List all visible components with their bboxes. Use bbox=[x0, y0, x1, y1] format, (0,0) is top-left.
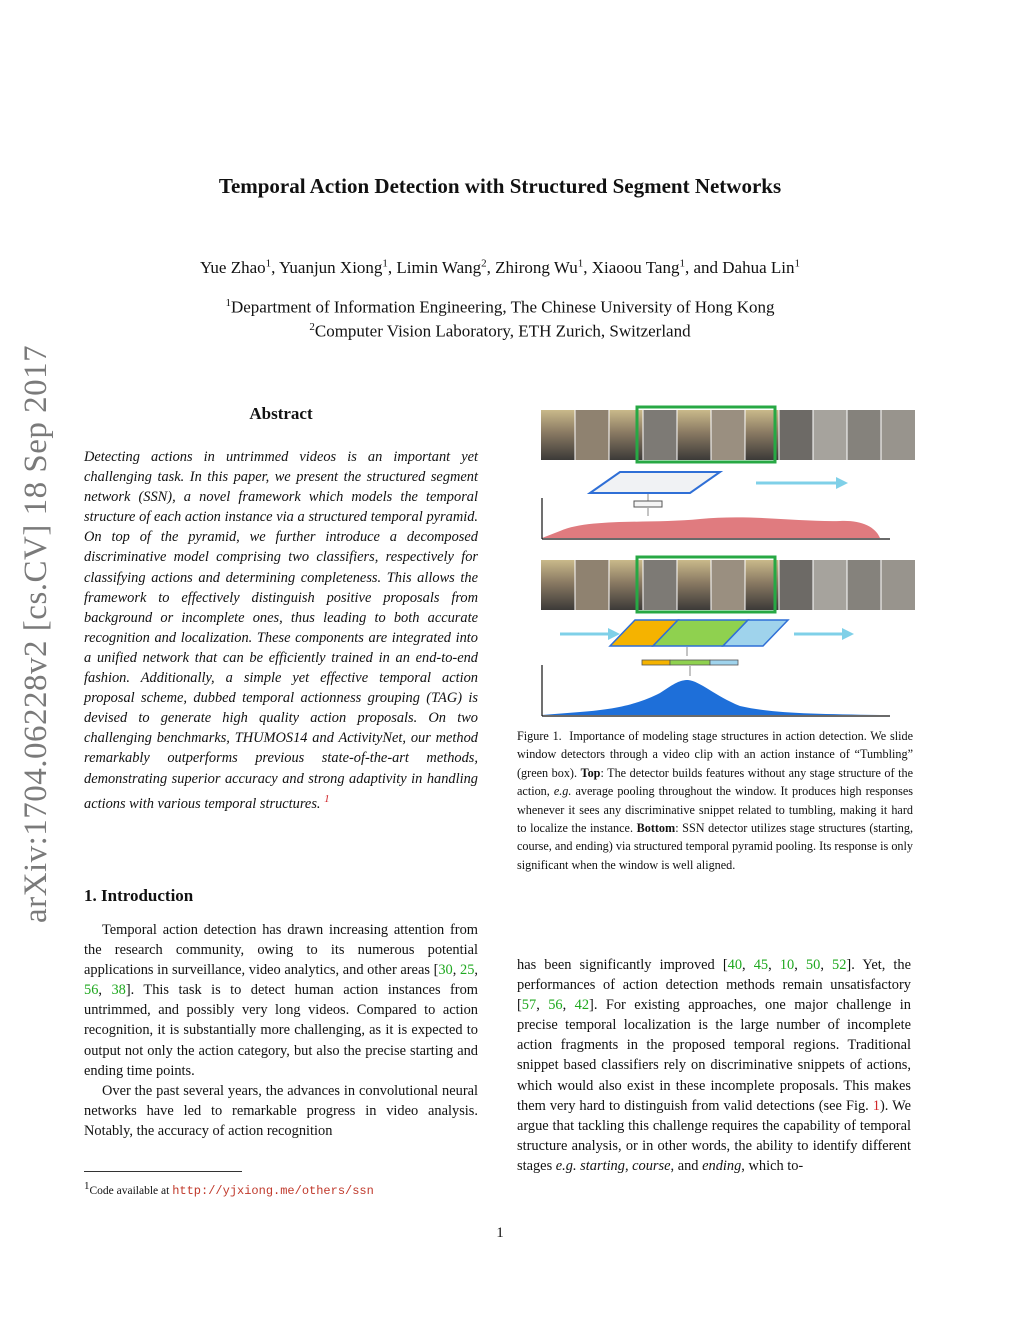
pooled-feature-course bbox=[670, 660, 710, 665]
pooled-feature-top bbox=[634, 501, 662, 507]
intro-paragraph-3: has been significantly improved [40, 45, 10, 50, 52]. Yet, the performances of action detection methods remain unsatisfactory [57, 56, 42]. For existing approaches, one major challenge in precise temporal localization is the large number of incomplete action fragments in the proposed temporal regions. Traditional snippet based classifiers rely on discriminative snippets of actions, which would also exist in these incomplete proposals. This makes them very hard to distinguish from valid detections (see Fig. 1). We argue that tackling this challenge requires the capability of temporal structure analysis, or in other words, the ability to identify different stages e.g. starting, course, and ending, which to- bbox=[517, 957, 911, 1174]
citation[interactable]: 56 bbox=[84, 982, 99, 999]
citation[interactable]: 25 bbox=[460, 962, 475, 979]
citation[interactable]: 52 bbox=[832, 957, 847, 973]
citation[interactable]: 56 bbox=[548, 997, 563, 1014]
intro-left-column bbox=[84, 920, 478, 1141]
footnote-divider bbox=[84, 1171, 242, 1172]
footnote-marker[interactable]: 1 bbox=[324, 792, 330, 805]
affiliation-2: $^2$Computer Vision Laboratory, ETH Zurich, Switzerland bbox=[309, 321, 691, 341]
affiliation-1: $^1$Department of Information Engineering, The Chinese University of Hong Kong bbox=[225, 297, 775, 317]
intro-paragraph-1: Temporal action detection has drawn increasing attention from the research community, owing to its numerous potential applications in surveillance, video analytics, and other areas [30, 25, 56, 38]. This task is to detect human action instances from untrimmed, and possibly very long videos. Compared to action recognition, it is substantially more challenging, as it is expected to output not only the action category, but also the precise starting and ending time points. bbox=[84, 922, 478, 1079]
arxiv-identifier: arXiv:1704.06228v2 [cs.CV] 18 Sep 2017 bbox=[18, 344, 54, 923]
citation[interactable]: 42 bbox=[574, 997, 590, 1014]
response-curve-bottom bbox=[542, 680, 880, 715]
citation[interactable]: 40 bbox=[727, 957, 743, 973]
response-curve-top bbox=[542, 517, 880, 538]
figure-1-caption: Figure 1. Importance of modeling stage structures in action detection. We slide window detectors through a video clip with an action instance of “Tumbling” (green box). Top: The detector builds features without any stage structure of the action, e.g. average pooling throughout the window. It produces high responses whenever it sees any discriminative snippet related to tumbling, making it hard to localize the instance. Bottom: SSN detector utilizes stage structures (starting, course, and ending) via structured temporal pyramid pooling. Its response is only significant when the window is well aligned. bbox=[517, 729, 914, 872]
author: Yue Zhao$^1$, bbox=[200, 257, 279, 277]
citation[interactable]: 38 bbox=[111, 982, 126, 999]
author: Xiaoou Tang$^1$, and bbox=[591, 257, 723, 277]
citation[interactable]: 50 bbox=[805, 957, 821, 973]
video-frames-top bbox=[541, 410, 915, 460]
paper-title: Temporal Action Detection with Structured Segment Networks bbox=[218, 174, 782, 198]
author: Yuanjun Xiong$^1$, bbox=[279, 257, 397, 277]
pooled-feature-starting bbox=[642, 660, 670, 665]
author: Zhirong Wu$^1$, bbox=[495, 257, 592, 277]
citation[interactable]: 10 bbox=[779, 957, 795, 973]
slide-arrow-head bbox=[836, 477, 848, 489]
page-number: 1 bbox=[496, 1225, 504, 1241]
intro-paragraph-2: Over the past several years, the advances in convolutional neural networks have led to remarkable progress in video analysis. Notably, the accuracy of action recognition bbox=[84, 1082, 478, 1139]
citation[interactable]: 30 bbox=[438, 962, 453, 979]
citation[interactable]: 57 bbox=[521, 997, 537, 1014]
video-frames-bottom bbox=[541, 560, 915, 610]
author: Limin Wang$^2$, bbox=[396, 257, 496, 277]
figure-reference[interactable]: 1 bbox=[872, 1097, 880, 1114]
figure-1 bbox=[530, 398, 920, 718]
abstract-heading: Abstract bbox=[249, 404, 313, 423]
pooled-feature-ending bbox=[710, 660, 738, 665]
author: Dahua Lin$^1$ bbox=[722, 257, 800, 277]
abstract-body: Detecting actions in untrimmed videos is an important yet challenging task. In this paper, we present the structured segment network (SSN), a novel framework which models the temporal structure of each action instance via a structured temporal pyramid. On top of the pyramid, we further introduce a decomposed discriminative model comprising two classifiers, respectively for classifying actions and determining completeness. This allows the framework to effectively distinguish positive proposals from background or incomplete ones, thus leading to both accurate recognition and localization. These components are integrated into a unified network that can be efficiently trained in an end-to-end fashion. Additionally, a simple yet effective temporal action proposal scheme, dubbed temporal actionness grouping (TAG) is devised to generate high quality action proposals. On two challenging benchmarks, THUMOS14 and ActivityNet, our method remarkably outperforms previous state-of-the-art methods, demonstrating superior accuracy and strong adaptivity in handling actions with various temporal structures. $^1$ bbox=[84, 449, 478, 812]
citation[interactable]: 45 bbox=[753, 957, 769, 973]
footnote: $^1$Code available at http://yjxiong.me/others/ssn bbox=[84, 1180, 374, 1198]
intro-right-column bbox=[517, 955, 911, 1176]
sliding-window-top bbox=[590, 472, 720, 493]
code-link[interactable]: http://yjxiong.me/others/ssn bbox=[172, 1183, 374, 1198]
section-heading: 1. Introduction bbox=[84, 886, 194, 905]
author-list bbox=[0, 257, 1000, 278]
